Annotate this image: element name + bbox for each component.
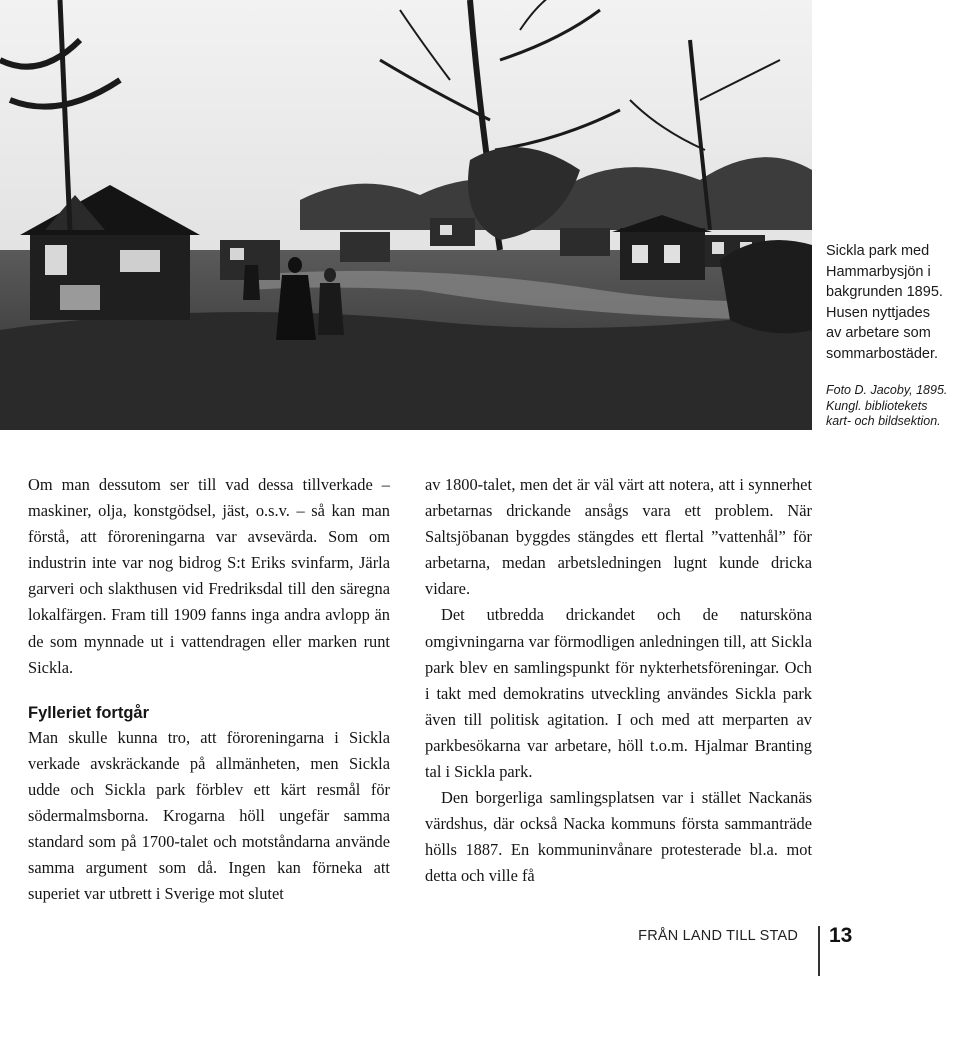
credit-line: Kungl. bibliotekets bbox=[826, 398, 928, 413]
credit-line: kart- och bildsektion. bbox=[826, 414, 941, 428]
caption-line: Husen nyttjades bbox=[826, 304, 930, 321]
right-column bbox=[425, 472, 812, 890]
caption-line: Hammarbysjön i bbox=[826, 263, 931, 280]
body-paragraph: Man skulle kunna tro, att föroreningarna i Sickla verkade avskräckande på allmänheten, men Sickla udde och Sickla park förblev ett kärt resmål för södermalmsborna. Krogarna höll ungefär samma standard som på 1700-talet och motståndarna använde samma argument som då. Ingen kan förneka att superiet var utbrett i Sverige mot slutet bbox=[28, 727, 390, 904]
caption-line: bakgrunden 1895. bbox=[826, 284, 943, 300]
page-number: 13 bbox=[829, 924, 853, 947]
body-paragraph: av 1800-talet, men det är väl värt att notera, att i synnerhet arbetarnas drickande ansågs vara ett problem. När Saltsjöbanan byggdes stängdes ett flertal ”vattenhål” för arbetarna, medan arbetsledningen lugnt kunde dricka vidare. bbox=[425, 475, 812, 599]
historical-photo bbox=[0, 0, 812, 430]
body-paragraph: Om man dessutom ser till vad dessa tillverkade – maskiner, olja, konstgödsel, jäst, o.s.v. – så kan man förstå, att föroreningarna var avsevärda. Som om industrin inte var nog bidrog S:t Eriks svinfarm, Järla garveri och slakthusen vid Fredriksdal till den säregna lokalfärgen. Fram till 1909 fanns inga andra avlopp än de som mynnade ut i vattendragen eller marken runt Sickla. bbox=[28, 475, 390, 677]
left-column bbox=[28, 472, 390, 907]
credit-line: Foto D. Jacoby, 1895. bbox=[826, 383, 948, 397]
running-title: FRÅN LAND TILL STAD bbox=[638, 928, 798, 944]
photo-credit bbox=[826, 383, 960, 430]
photo-caption bbox=[826, 241, 960, 364]
caption-line: av arbetare som bbox=[826, 325, 931, 341]
sickla-park-photo bbox=[0, 0, 812, 430]
section-heading: Fylleriet fortgår bbox=[28, 703, 150, 722]
footer-divider bbox=[818, 926, 820, 976]
bush bbox=[720, 240, 812, 333]
body-paragraph: Den borgerliga samlingsplatsen var i stället Nackanäs värdshus, där också Nacka kommuns första sammanträde hölls 1887. En kommuninvånare protesterade bl.a. mot detta och ville få bbox=[425, 788, 812, 886]
body-paragraph: Det utbredda drickandet och de natursköna omgivningarna var förmodligen anledningen till, att Sickla park blev en samlingspunkt för nykterhetsföreningar. Och i takt med demokratins utveckling användes Sickla park även till politisk agitation. I och med att merparten av parkbesökarna var arbetare, höll t.o.m. Hjalmar Branting tal i Sickla park. bbox=[425, 605, 812, 782]
caption-line: Sickla park med bbox=[826, 243, 930, 259]
caption-line: sommarbostäder. bbox=[826, 345, 939, 362]
